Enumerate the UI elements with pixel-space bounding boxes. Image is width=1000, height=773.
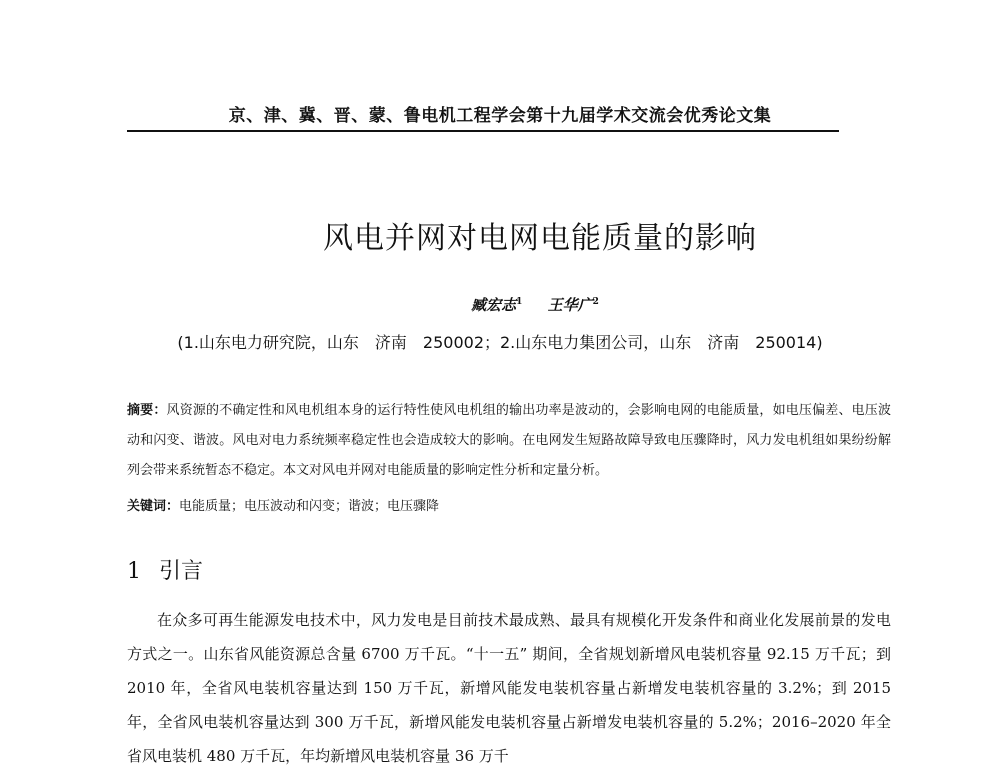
paper-title: 风电并网对电网电能质量的影响	[323, 221, 757, 256]
section-body-paragraph: 在众多可再生能源发电技术中，风力发电是目前技术最成熟、最具有规模化开发条件和商业化发展前景的发电方式之一。山东省风能资源总含量 6700 万千瓦。“十一五” 期间，全省规划新增风电装机容量 92.15 万千瓦；到 2010 年，全省风电装机容量达到 150 万千瓦，新增风能发电装机容量占新增发电装机容量的 3.2%；到 2015 年，全省风电装机容量达到 300 万千瓦，新增风能发电装机容量占新增发电装机容量的 5.2%；2016–2020 年全省风电装机 480 万千瓦，年均新增风电装机容量 36 万千	[127, 611, 891, 765]
author-2	[548, 296, 599, 314]
abstract-text: 风资源的不确定性和风电机组本身的运行特性使风电机组的输出功率是波动的，会影响电网的电能质量，如电压偏差、电压波动和闪变、谐波。风电对电力系统频率稳定性也会造成较大的影响。在电网发生短路故障导致电压骤降时，风力发电机组如果纷纷解列会带来系统暂态不稳定。本文对风电并网对电能质量的影响定性分析和定量分析。	[127, 403, 891, 478]
keywords-label: 关键词：	[127, 499, 180, 514]
abstract-label: 摘要：	[127, 403, 167, 418]
running-header: 京、津、冀、晋、蒙、鲁电机工程学会第十九届学术交流会优秀论文集	[228, 106, 772, 126]
abstract	[127, 396, 891, 486]
author-2-name: 王华广	[547, 296, 593, 314]
author-1-name: 臧宏志	[471, 296, 517, 314]
section-title: 引言	[159, 559, 204, 584]
affiliation: (1.山东电力研究院，山东 济南 250002；2.山东电力集团公司，山东 济南 250014)	[177, 333, 823, 352]
author-line	[0, 294, 1000, 315]
header-rule	[127, 130, 839, 132]
author-1-affiliation-mark: 1	[516, 297, 523, 307]
section-number: 1	[127, 559, 141, 584]
author-2-affiliation-mark: 2	[592, 297, 599, 307]
keywords	[127, 494, 891, 520]
author-1	[471, 296, 522, 314]
section-heading	[127, 554, 203, 585]
keywords-text: 电能质量；电压波动和闪变；谐波；电压骤降	[179, 499, 440, 514]
